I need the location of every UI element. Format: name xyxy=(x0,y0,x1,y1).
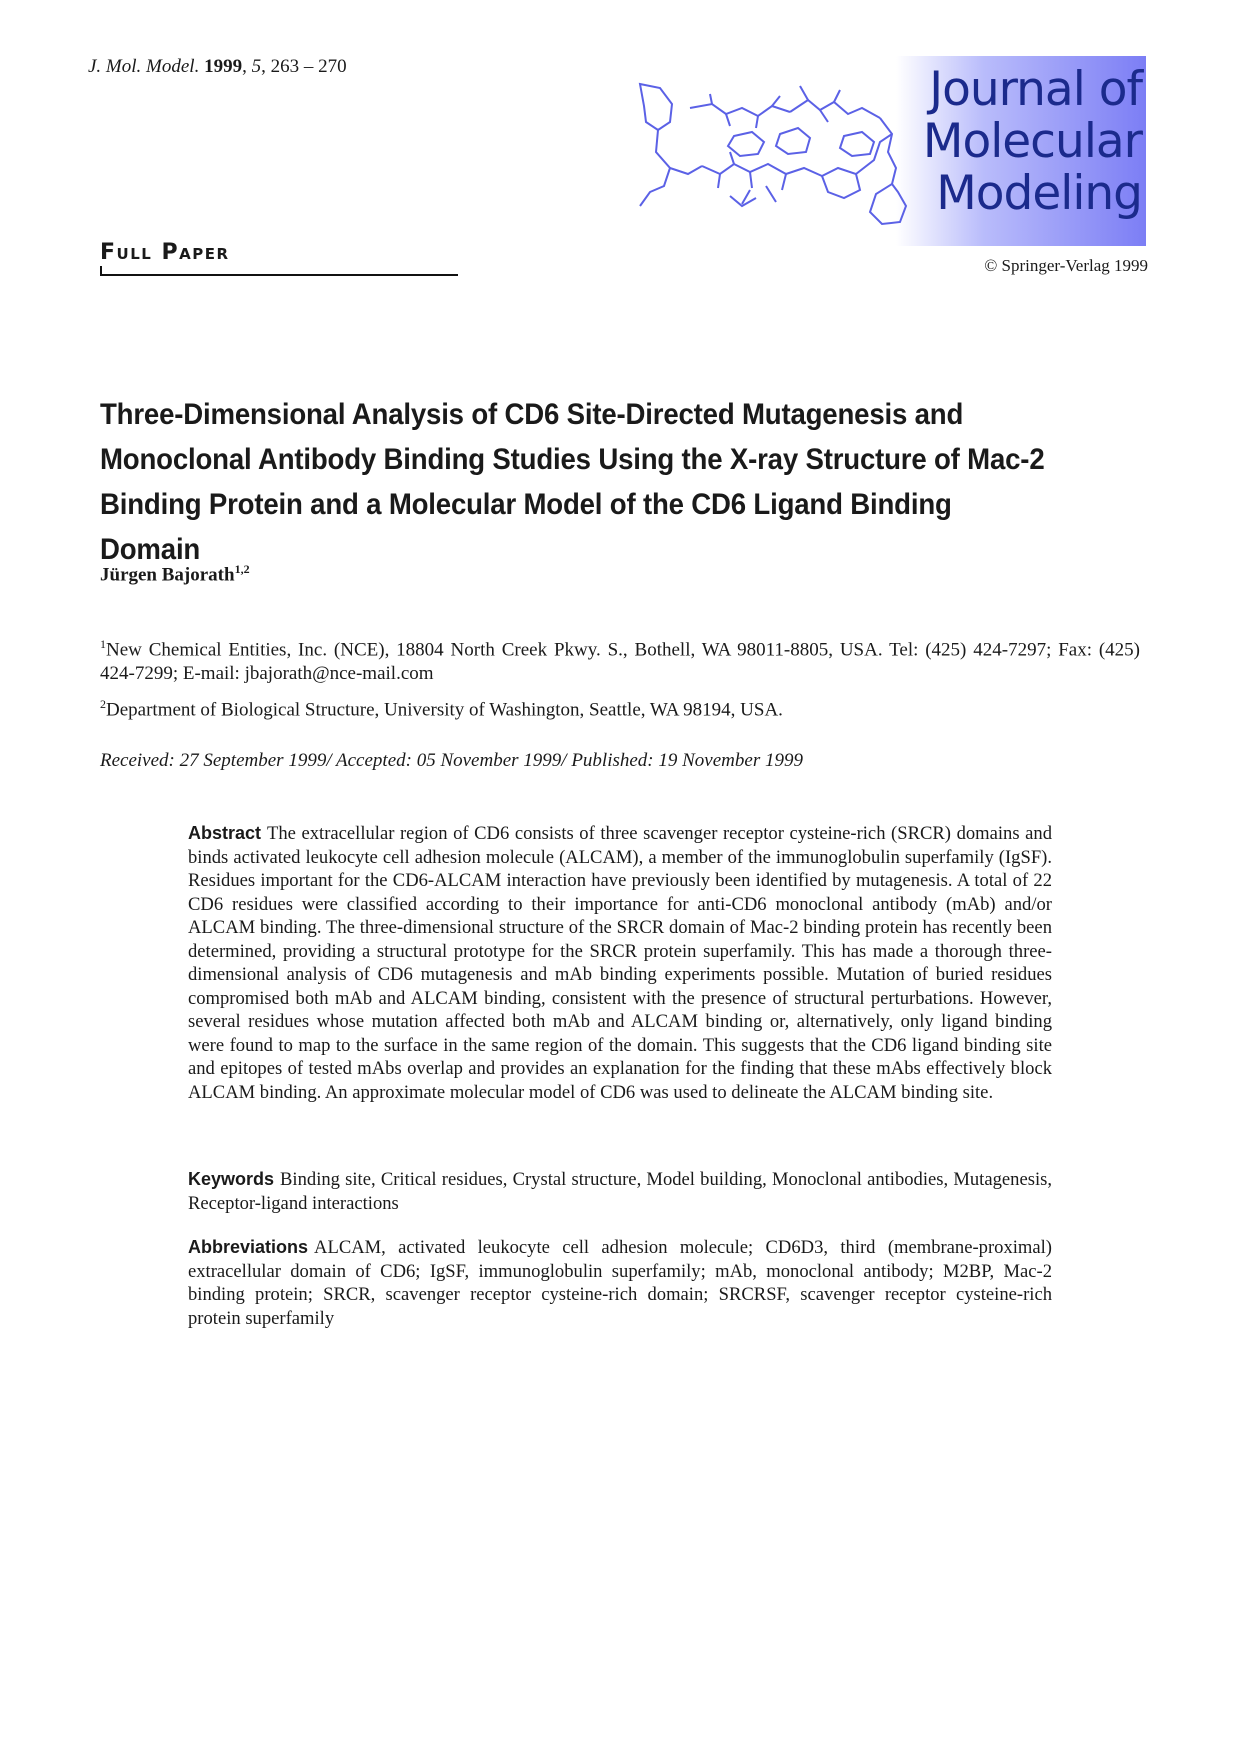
abbreviations xyxy=(188,1236,1052,1330)
keywords-text: Binding site, Critical residues, Crystal structure, Model building, Monoclonal antibodies, Mutagenesis, Receptor-ligand interactions xyxy=(188,1169,1052,1214)
author-line xyxy=(100,562,250,586)
citation-volume: 5 xyxy=(251,56,262,77)
affiliation-2-mark: 2 xyxy=(100,697,106,711)
logo-wordmark xyxy=(923,64,1142,220)
affiliation-2 xyxy=(100,692,1140,722)
logo-line-1: Journal of xyxy=(929,62,1142,117)
abstract-label: Abstract xyxy=(188,823,262,843)
logo-line-3: Modeling xyxy=(936,166,1142,221)
molecule-drawing-icon xyxy=(630,56,930,248)
citation-pages: , 263 – 270 xyxy=(261,56,347,77)
affiliation-1 xyxy=(100,632,1140,686)
author-name: Jürgen Bajorath xyxy=(100,564,235,586)
affiliation-1-mark: 1 xyxy=(100,637,106,651)
abbreviations-label: Abbreviations xyxy=(188,1237,309,1257)
logo-line-2: Molecular xyxy=(922,114,1142,169)
section-label-rule xyxy=(100,274,458,276)
keywords-label: Keywords xyxy=(188,1169,275,1189)
copyright-notice: © Springer-Verlag 1999 xyxy=(984,256,1148,275)
abstract xyxy=(188,822,1052,1104)
author-affil-marks: 1,2 xyxy=(234,562,250,576)
affiliation-1-text: New Chemical Entities, Inc. (NCE), 18804 North Creek Pkwy. S., Bothell, WA 98011-8805, USA. Tel: (425) 424-7297; Fax: (425) 424-7299; E-mail: jbajorath@nce-mail.com xyxy=(100,639,1140,685)
citation-year: 1999 xyxy=(204,56,243,77)
section-label: Full Paper xyxy=(100,240,230,265)
journal-logo xyxy=(630,56,1146,248)
affiliation-2-text: Department of Biological Structure, University of Washington, Seattle, WA 98194, USA. xyxy=(106,699,783,721)
paper-title: Three-Dimensional Analysis of CD6 Site-Directed Mutagenesis and Monoclonal Antibody Binding Studies Using the X-ray Structure of Mac-2 Binding Protein and a Molecular Model of the CD6 Ligand Binding Domain xyxy=(100,398,1045,566)
keywords xyxy=(188,1168,1052,1215)
journal-abbrev: J. Mol. Model. xyxy=(88,56,200,77)
abbreviations-text: ALCAM, activated leukocyte cell adhesion molecule; CD6D3, third (membrane-proximal) extracellular domain of CD6; IgSF, immunoglobulin superfamily; mAb, monoclonal antibody; M2BP, Mac-2 binding protein; SRCR, scavenger receptor cysteine-rich domain; SRCRSF, scavenger receptor cysteine-rich protein superfamily xyxy=(188,1237,1052,1329)
journal-citation: J. Mol. Model. 1999, 5, 263 – 270 xyxy=(88,56,347,77)
abstract-text: The extracellular region of CD6 consists of three scavenger receptor cysteine-rich (SRCR) domains and binds activated leukocyte cell adhesion molecule (ALCAM), a member of the immunoglobulin superfamily (IgSF). Residues important for the CD6-ALCAM interaction have previously been identified by mutagenesis. A total of 22 CD6 residues were classified according to their importance for anti-CD6 monoclonal antibody (mAb) and/or ALCAM binding. The three-dimensional structure of the SRCR domain of Mac-2 binding protein has recently been determined, providing a structural prototype for the SRCR protein superfamily. This has made a thorough three-dimensional analysis of CD6 mutagenesis and mAb binding experiments possible. Mutation of buried residues compromised both mAb and ALCAM binding, consistent with the presence of structural perturbations. However, several residues whose mutation affected both mAb and ALCAM binding or, alternatively, only ligand binding were found to map to the surface in the same region of the domain. This suggests that the CD6 ligand binding site and epitopes of tested mAbs overlap and provides an explanation for the finding that these mAbs effectively block ALCAM binding. An approximate molecular model of CD6 was used to delineate the ALCAM binding site. xyxy=(188,823,1052,1103)
received-dates: Received: 27 September 1999/ Accepted: 05 November 1999/ Published: 19 November 1999 xyxy=(100,750,803,771)
